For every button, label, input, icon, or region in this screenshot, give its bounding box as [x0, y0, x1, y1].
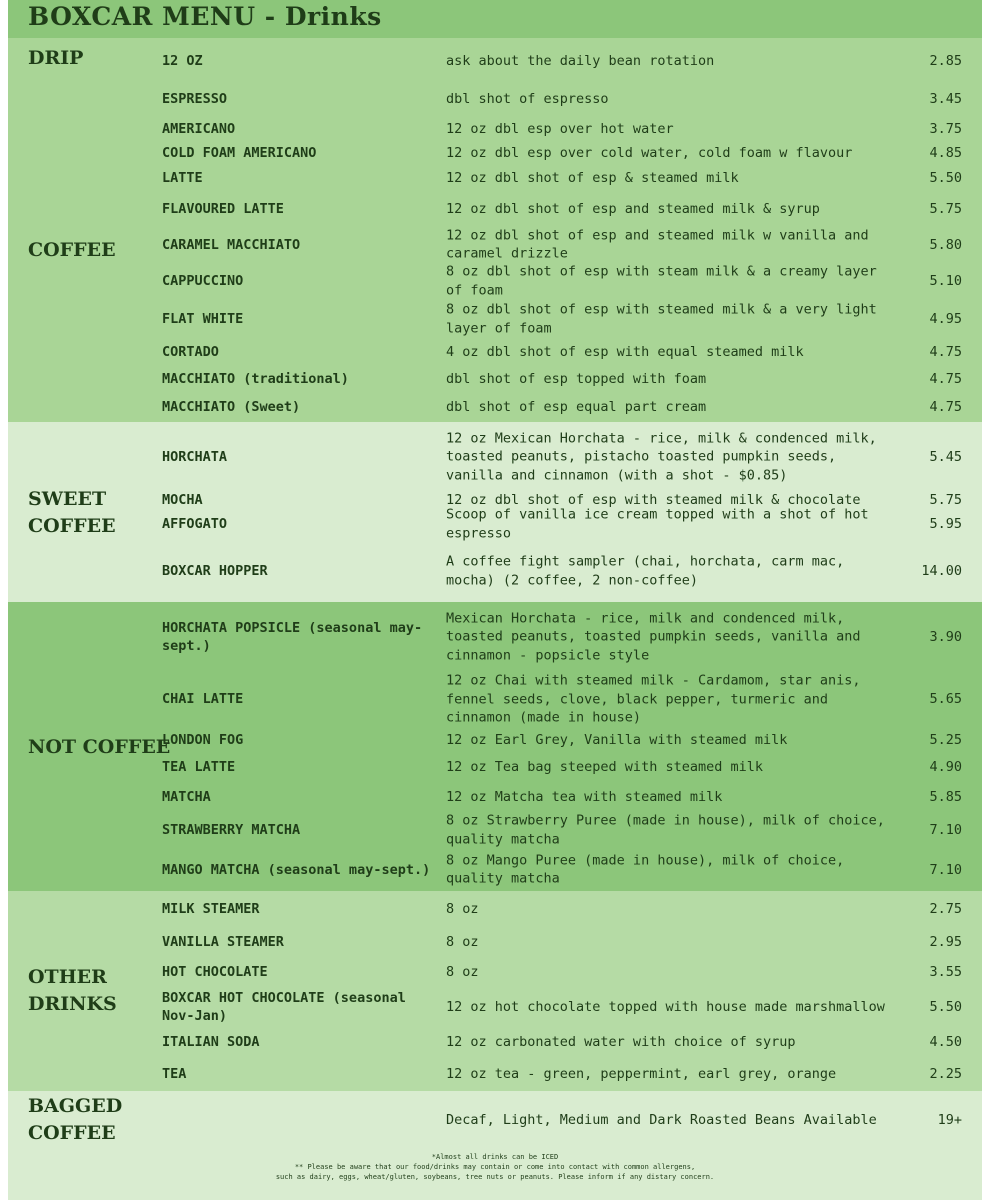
item-name: AFFOGATO — [162, 516, 228, 532]
item-description: 8 oz Strawberry Puree (made in house), milk of choice, quality matcha — [446, 812, 885, 847]
category-label-line: COFFEE — [28, 515, 116, 537]
item-price: 3.45 — [929, 91, 962, 107]
section-coffee — [8, 80, 982, 422]
item-description: 8 oz dbl shot of esp with steam milk & a creamy layer of foam — [446, 263, 877, 298]
item-price: 7.10 — [929, 861, 962, 878]
item-price: 5.25 — [929, 731, 962, 748]
item-description: 12 oz Tea bag steeped with steamed milk — [446, 758, 763, 775]
item-name: MATCHA — [162, 788, 211, 805]
menu-item — [8, 957, 982, 987]
item-price: 5.10 — [929, 273, 962, 289]
item-name: COLD FOAM AMERICANO — [162, 144, 317, 161]
menu-item — [8, 140, 982, 165]
item-price: 5.75 — [929, 201, 962, 217]
item-price: 4.85 — [929, 144, 962, 161]
item-description: 12 oz dbl esp over hot water — [446, 120, 674, 137]
item-name: MOCHA — [162, 491, 203, 508]
category-label-line: OTHER — [28, 966, 107, 988]
category-label-line: NOT COFFEE — [28, 735, 171, 758]
item-description: 8 oz Mango Puree (made in house), milk of choice, quality matcha — [446, 852, 845, 887]
menu-item — [8, 602, 982, 671]
item-name: MANGO MATCHA (seasonal may-sept.) — [162, 861, 431, 878]
item-name: CAPPUCCINO — [162, 273, 244, 289]
item-description: 12 oz Mexican Horchata - rice, milk & condenced milk, toasted peanuts, pistacho toasted pumpkin seeds, vanilla and cinnamon (with a shot - $0.85) — [446, 429, 877, 483]
item-name: AMERICANO — [162, 121, 236, 137]
item-name: MACCHIATO (Sweet) — [162, 398, 301, 415]
item-description: 12 oz dbl shot of esp and steamed milk & syrup — [446, 200, 820, 217]
item-description: Scoop of vanilla ice cream topped with a shot of hot espresso — [446, 506, 869, 541]
item-name: TEA — [162, 1066, 187, 1082]
menu-item — [8, 1057, 982, 1091]
item-price: 4.50 — [929, 1034, 962, 1050]
item-price: 4.95 — [929, 311, 962, 327]
item-price: 5.95 — [929, 516, 962, 532]
item-description: Decaf, Light, Medium and Dark Roasted Beans Available — [446, 1111, 877, 1128]
item-description: 8 oz — [446, 900, 479, 917]
item-name: CORTADO — [162, 344, 219, 360]
item-price: 5.85 — [929, 788, 962, 805]
section-not-coffee — [8, 602, 982, 891]
section-sweet — [8, 422, 982, 602]
item-price: 4.75 — [929, 344, 962, 360]
menu-item — [8, 781, 982, 812]
item-price: 4.75 — [929, 370, 962, 387]
item-description: dbl shot of esp equal part cream — [446, 398, 707, 415]
footnote-iced: *Almost all drinks can be ICED — [431, 1153, 559, 1161]
menu-item — [8, 118, 982, 140]
item-name: FLAT WHITE — [162, 311, 244, 327]
item-description: 12 oz tea - green, peppermint, earl grey, orange — [446, 1065, 837, 1082]
item-description: A coffee fight sampler (chai, horchata, carm mac, mocha) (2 coffee, 2 non-coffee) — [446, 553, 845, 588]
item-price: 5.45 — [929, 448, 962, 465]
menu-item — [8, 812, 982, 848]
item-price: 5.75 — [929, 491, 962, 508]
menu-item — [8, 165, 982, 191]
item-name: HORCHATA POPSICLE (seasonal may-sept.) — [162, 619, 423, 654]
item-description: dbl shot of espresso — [446, 90, 609, 107]
item-price: 4.75 — [929, 398, 962, 415]
item-price: 5.65 — [929, 691, 962, 707]
category-label-line: DRIP — [28, 46, 84, 69]
item-price: 4.90 — [929, 758, 962, 775]
title-bar — [8, 0, 982, 38]
item-description: 4 oz dbl shot of esp with equal steamed milk — [446, 343, 804, 360]
item-name: ITALIAN SODA — [162, 1034, 260, 1050]
item-name: ESPRESSO — [162, 91, 228, 107]
item-price: 14.00 — [921, 563, 962, 579]
menu-title: BOXCAR MENU - Drinks — [28, 2, 382, 31]
footnote-allergens-1: ** Please be aware that our food/drinks may contain or come into contact with common allergens, — [294, 1163, 696, 1171]
item-name: MACCHIATO (traditional) — [162, 370, 349, 387]
menu-item — [8, 262, 982, 300]
category-label-line: COFFEE — [28, 238, 116, 261]
menu-item — [8, 752, 982, 781]
item-description: ask about the daily bean rotation — [446, 52, 715, 69]
item-price: 2.95 — [929, 933, 962, 950]
item-description: 8 oz — [446, 933, 479, 950]
section-bagged — [8, 1091, 982, 1200]
item-name: VANILLA STEAMER — [162, 933, 284, 950]
menu-item — [8, 422, 982, 491]
menu-item — [8, 671, 982, 727]
menu-item — [8, 191, 982, 227]
menu-item — [8, 42, 982, 80]
item-name: 12 OZ — [162, 53, 203, 69]
item-price: 2.75 — [929, 900, 962, 917]
item-description: 12 oz hot chocolate topped with house made marshmallow — [446, 998, 885, 1015]
item-name: TEA LATTE — [162, 758, 236, 775]
menu-item — [8, 391, 982, 422]
category-label-line: BAGGED — [28, 1095, 123, 1117]
item-price: 2.85 — [929, 53, 962, 69]
category-label-line: COFFEE — [28, 1122, 116, 1144]
item-price: 5.50 — [929, 999, 962, 1015]
item-name: MILK STEAMER — [162, 900, 260, 917]
item-description: 12 oz dbl shot of esp and steamed milk w vanilla and caramel drizzle — [446, 227, 869, 262]
item-description: 8 oz dbl shot of esp with steamed milk & a very light layer of foam — [446, 301, 877, 336]
item-price: 3.90 — [929, 628, 962, 645]
item-description: 12 oz Earl Grey, Vanilla with steamed milk — [446, 731, 788, 748]
item-description: 12 oz dbl shot of esp with steamed milk & chocolate — [446, 491, 861, 508]
item-price: 2.25 — [929, 1066, 962, 1082]
menu-item — [8, 338, 982, 366]
item-description: 12 oz carbonated water with choice of syrup — [446, 1033, 796, 1050]
item-price: 19+ — [937, 1112, 962, 1128]
menu-item — [8, 366, 982, 391]
item-name: LATTE — [162, 170, 203, 186]
item-name: CHAI LATTE — [162, 691, 244, 707]
item-description: 12 oz Matcha tea with steamed milk — [446, 788, 723, 805]
footnote-allergens-2: such as dairy, eggs, wheat/gluten, soybeans, tree nuts or peanuts. Please inform if any distary concern. — [275, 1173, 715, 1181]
menu-item — [8, 848, 982, 891]
menu-item — [8, 1027, 982, 1057]
footnotes — [0, 1152, 990, 1182]
menu-item — [8, 1100, 982, 1140]
item-name: HOT CHOCOLATE — [162, 964, 268, 980]
item-description: dbl shot of esp topped with foam — [446, 370, 707, 387]
item-description: 12 oz Chai with steamed milk - Cardamom, star anis, fennel seeds, clove, black pepper, turmeric and cinnamon (made in house) — [446, 672, 861, 726]
category-label-line: SWEET — [28, 488, 107, 510]
item-description: Mexican Horchata - rice, milk and condenced milk, toasted peanuts, toasted pumpkin seeds, vanilla and cinnamon - popsicle style — [446, 609, 861, 663]
item-name: HORCHATA — [162, 448, 228, 465]
menu-item — [8, 508, 982, 540]
item-price: 7.10 — [929, 822, 962, 838]
menu-item — [8, 891, 982, 926]
item-description: 12 oz dbl esp over cold water, cold foam w flavour — [446, 144, 853, 161]
item-price: 3.55 — [929, 964, 962, 980]
item-description: 12 oz dbl shot of esp & steamed milk — [446, 169, 739, 186]
menu-item — [8, 987, 982, 1027]
menu-item — [8, 80, 982, 118]
menu-item — [8, 300, 982, 338]
item-name: CARAMEL MACCHIATO — [162, 236, 301, 253]
category-label-line: DRINKS — [28, 993, 117, 1015]
menu-item — [8, 727, 982, 752]
item-name: BOXCAR HOPPER — [162, 563, 268, 579]
menu-item — [8, 227, 982, 262]
item-name: LONDON FOG — [162, 731, 244, 748]
section-other — [8, 891, 982, 1091]
item-name: FLAVOURED LATTE — [162, 201, 284, 217]
item-price: 5.80 — [929, 236, 962, 253]
item-name: STRAWBERRY MATCHA — [162, 822, 301, 838]
menu-item — [8, 926, 982, 957]
item-name: BOXCAR HOT CHOCOLATE (seasonal Nov-Jan) — [162, 990, 406, 1024]
section-drip — [8, 38, 982, 80]
item-price: 5.50 — [929, 170, 962, 186]
item-price: 3.75 — [929, 121, 962, 137]
item-description: 8 oz — [446, 963, 479, 980]
menu-item — [8, 540, 982, 602]
